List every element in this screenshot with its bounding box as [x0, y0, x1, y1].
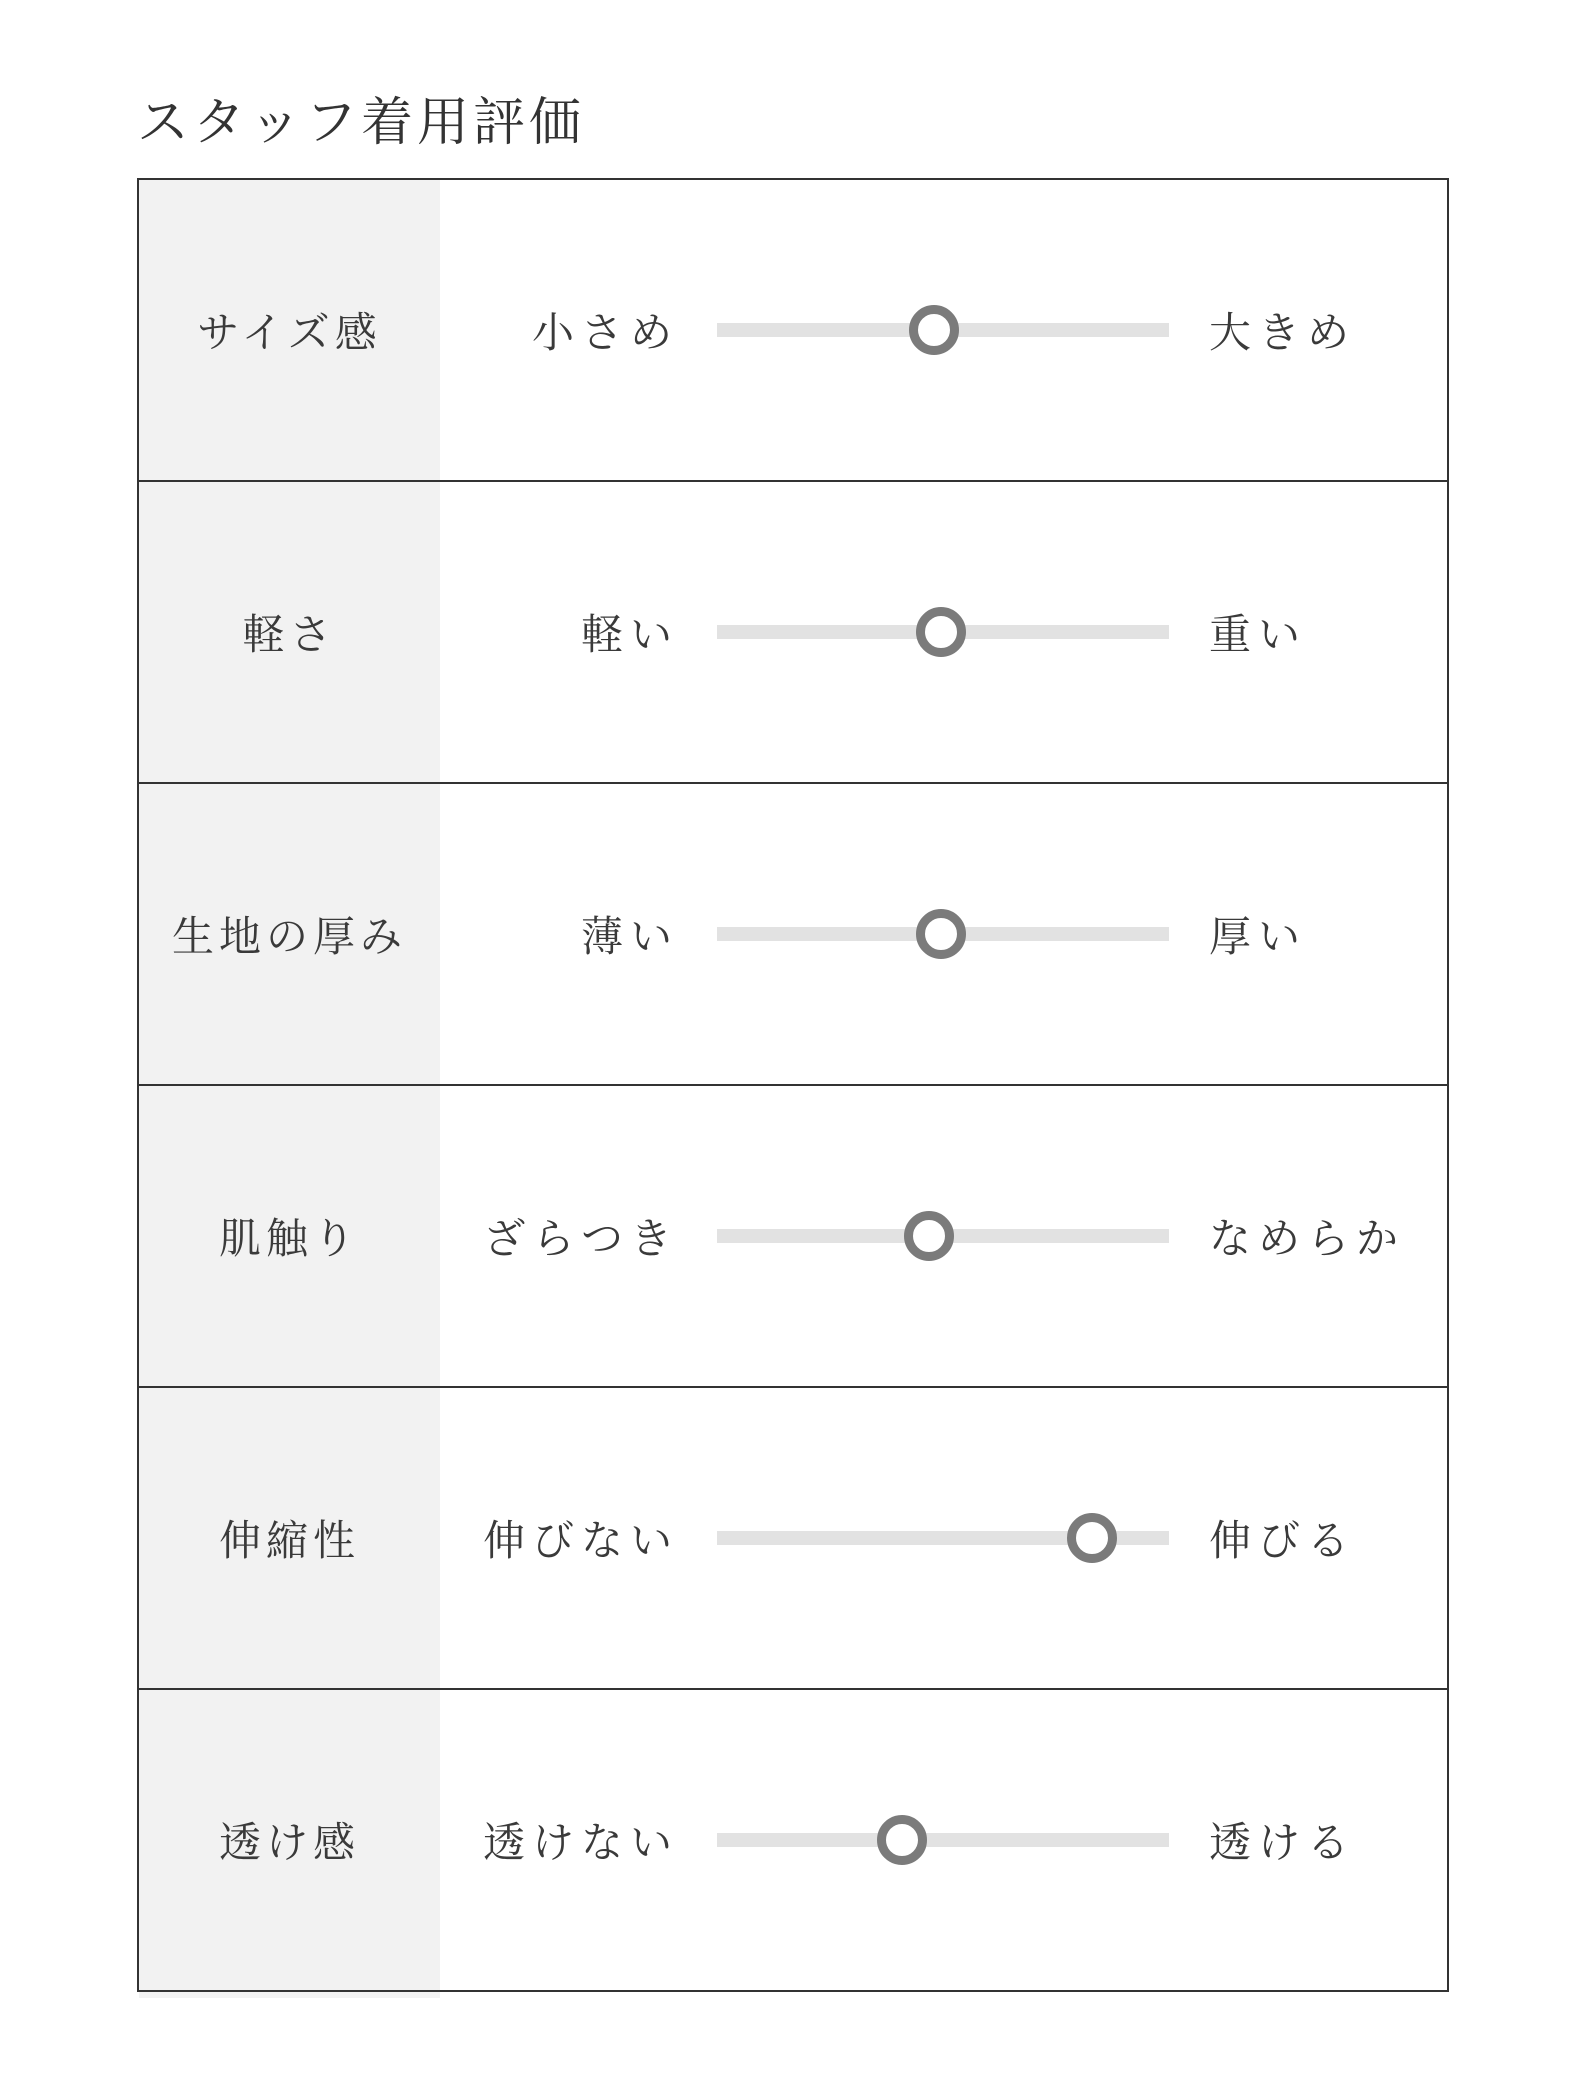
scale-max-label: 重い — [1209, 610, 1308, 659]
scale-max-label: 伸びる — [1209, 1516, 1357, 1565]
rating-row-sheerness — [139, 1688, 1447, 1990]
scale-min-label: 透けない — [482, 1818, 679, 1867]
rating-slider-track — [717, 1531, 1169, 1545]
rating-slider-thumb — [909, 305, 959, 355]
scale-max-label: なめらか — [1209, 1214, 1406, 1263]
rating-slider-thumb — [916, 607, 966, 657]
rating-row-weight — [139, 480, 1447, 782]
rating-slider-thumb — [916, 909, 966, 959]
rating-slider-track — [717, 1833, 1169, 1847]
row-label: サイズ感 — [197, 308, 382, 357]
row-label: 軽さ — [242, 610, 337, 659]
scale-max-label: 透ける — [1209, 1818, 1357, 1867]
rating-slider-thumb — [1067, 1513, 1117, 1563]
scale-min-label: 小さめ — [531, 308, 679, 357]
rating-table — [137, 178, 1449, 1992]
scale-min-label: 軽い — [580, 610, 679, 659]
rating-row-stretch — [139, 1386, 1447, 1688]
rating-slider-thumb — [877, 1815, 927, 1865]
scale-max-label: 厚い — [1209, 912, 1308, 961]
rating-slider-thumb — [904, 1211, 954, 1261]
scale-min-label: 伸びない — [482, 1516, 679, 1565]
row-label: 伸縮性 — [218, 1516, 360, 1565]
rating-slider-track — [717, 1229, 1169, 1243]
page-title: スタッフ着用評価 — [137, 93, 586, 153]
scale-min-label: 薄い — [580, 912, 679, 961]
rating-row-size — [139, 180, 1447, 480]
scale-min-label: ざらつき — [483, 1214, 679, 1263]
rating-row-thickness — [139, 782, 1447, 1084]
row-label: 生地の厚み — [171, 912, 407, 961]
rating-slider-track — [717, 323, 1169, 337]
row-label: 透け感 — [218, 1818, 360, 1867]
row-label: 肌触り — [218, 1214, 360, 1263]
rating-slider-track — [717, 625, 1169, 639]
rating-slider-track — [717, 927, 1169, 941]
rating-row-texture — [139, 1084, 1447, 1386]
scale-max-label: 大きめ — [1209, 308, 1357, 357]
